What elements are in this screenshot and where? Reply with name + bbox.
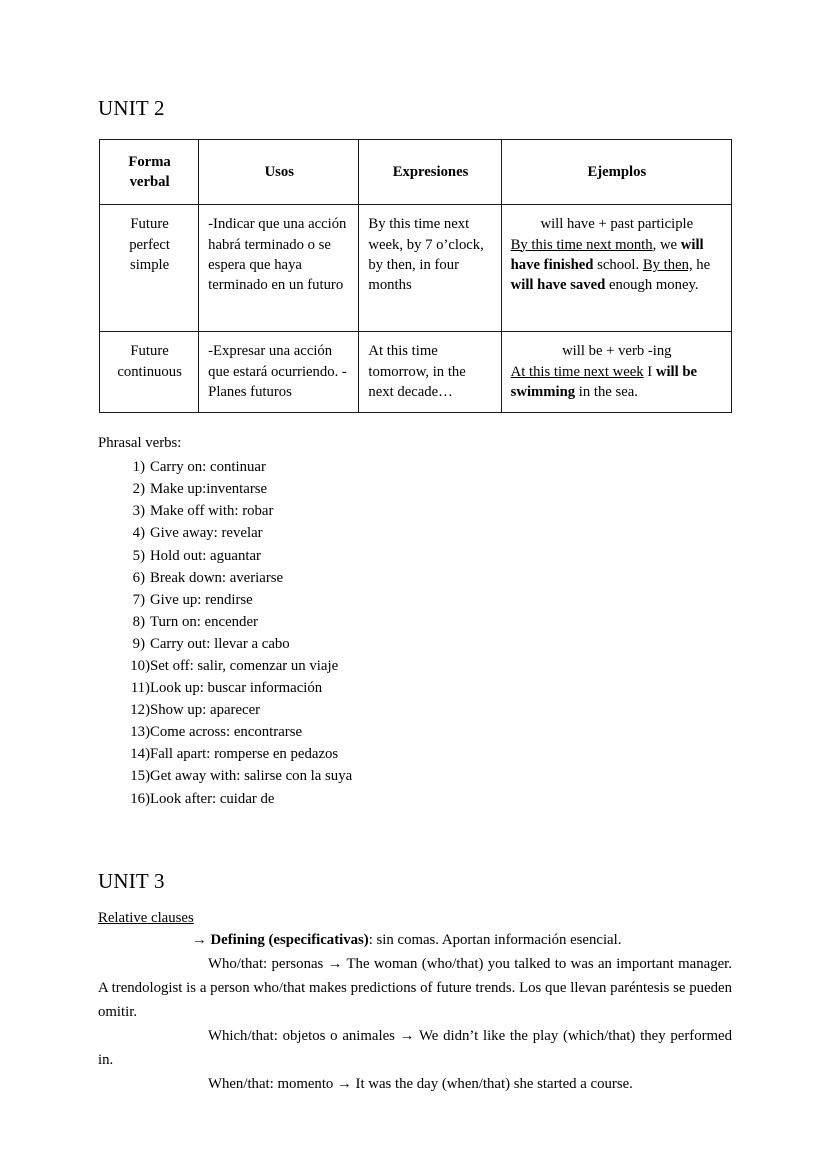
cell-usos: -Indicar que una acción habrá terminado o se espera que haya terminado en un futuro (199, 205, 359, 332)
list-item-number: 3) (132, 503, 145, 520)
ejemplo-text-tail: school. (593, 256, 640, 273)
ejemplo-bold-phrase: will have finished (510, 236, 704, 273)
list-item (98, 611, 732, 633)
list-item (98, 743, 732, 765)
list-item-label: Make up:inventarse (150, 481, 268, 498)
list-item (98, 589, 732, 611)
list-item-number: 10) (130, 657, 150, 674)
relative-clause-entry: Who/that: personas → The woman (who/that) you talked to was an important manager. A trendologist is a person who/that makes predictions of future trends. Los que llevan paréntesis se pueden omitir. (98, 955, 732, 1020)
list-item-number: 14) (130, 746, 150, 763)
table-row (100, 205, 732, 332)
list-item (98, 500, 732, 522)
ejemplo-underlined-phrase: By this time next month (510, 236, 653, 253)
list-item-number: 8) (132, 613, 145, 630)
page-content (98, 96, 732, 1096)
ejemplo-text-tail: in the sea. (575, 383, 638, 400)
cell-expresiones: At this time tomorrow, in the next decade… (359, 332, 501, 413)
list-item-label: Come across: encontrarse (150, 724, 303, 741)
defining-clause-line (98, 928, 732, 952)
list-item-number: 11) (130, 680, 150, 697)
list-item (98, 721, 732, 743)
list-item (98, 522, 732, 544)
relative-clauses-title: Relative clauses (98, 909, 194, 926)
list-item-number: 12) (130, 702, 150, 719)
ejemplo-text-tail-2: enough money. (605, 276, 699, 293)
ejemplo-formula: will have + past participle (540, 216, 694, 233)
cell-forma-verbal: Future perfect simple (100, 205, 199, 332)
ejemplo-text: , we (652, 236, 681, 253)
section-spacer (98, 810, 732, 869)
list-item-number: 4) (132, 525, 145, 542)
relative-clauses-block (98, 909, 732, 1096)
ejemplo-text-2: he (692, 256, 711, 273)
list-item-label: Carry on: continuar (150, 459, 266, 476)
list-item (98, 788, 732, 810)
list-item-label: Set off: salir, comenzar un viaje (150, 657, 339, 674)
cell-forma-verbal: Future continuous (100, 332, 199, 413)
list-item-label: Look up: buscar información (150, 680, 323, 697)
list-item-number: 15) (130, 768, 150, 785)
ejemplo-underlined-phrase-2: By then, (642, 256, 693, 273)
ejemplo-text: I (643, 363, 656, 380)
table-header-row (100, 140, 732, 205)
list-item-label: Look after: cuidar de (150, 790, 275, 807)
list-item (98, 677, 732, 699)
list-item-label: Give up: rendirse (150, 591, 253, 608)
list-item (98, 655, 732, 677)
list-item-label: Fall apart: romperse en pedazos (150, 746, 339, 763)
list-item-label: Show up: aparecer (150, 702, 261, 719)
column-header-expresiones: Expresiones (359, 140, 501, 205)
ejemplo-bold-phrase: will be swimming (510, 363, 698, 400)
list-item-number: 9) (132, 635, 145, 652)
list-item-label: Carry out: llevar a cabo (150, 635, 290, 652)
relative-clause-entry: When/that: momento → It was the day (when/that) she started a course. (208, 1075, 633, 1092)
list-item-number: 7) (132, 591, 145, 608)
list-item-label: Hold out: aguantar (150, 547, 261, 564)
cell-expresiones: By this time next week, by 7 o’clock, by then, in four months (359, 205, 501, 332)
cell-ejemplos (501, 205, 731, 332)
list-item (98, 456, 732, 478)
ejemplo-bold-phrase-2: will have saved (510, 276, 606, 293)
ejemplo-underlined-phrase: At this time next week (510, 363, 644, 380)
defining-description: : sin comas. Aportan información esencial. (368, 931, 622, 948)
column-header-ejemplos: Ejemplos (501, 140, 731, 205)
list-item (98, 478, 732, 500)
page-title-unit-3: UNIT 3 (98, 868, 165, 893)
relative-clause-entry: Which/that: objetos o animales → We didn’t like the play (which/that) they performed in. (98, 1027, 732, 1068)
list-item-label: Turn on: encender (150, 613, 258, 630)
phrasal-verbs-title: Phrasal verbs: (98, 435, 182, 452)
defining-label: Defining (especificativas) (210, 931, 369, 948)
right-arrow-icon: → (192, 931, 207, 948)
grammar-table (99, 139, 732, 413)
table-row (100, 332, 732, 413)
list-item (98, 699, 732, 721)
ejemplo-formula: will be + verb -ing (562, 343, 672, 360)
list-item-number: 13) (130, 724, 150, 741)
column-header-forma-verbal: Forma verbal (100, 140, 199, 205)
list-item-label: Break down: averiarse (150, 569, 284, 586)
cell-usos: -Expresar una acción que estará ocurriendo. -Planes futuros (199, 332, 359, 413)
list-item-number: 6) (132, 569, 145, 586)
cell-ejemplos (501, 332, 731, 413)
list-item-number: 1) (132, 459, 145, 476)
list-item (98, 567, 732, 589)
list-item-label: Give away: revelar (150, 525, 263, 542)
list-item-label: Make off with: robar (150, 503, 274, 520)
page-title-unit-2: UNIT 2 (98, 96, 165, 120)
list-item-label: Get away with: salirse con la suya (150, 768, 353, 785)
column-header-usos: Usos (199, 140, 359, 205)
list-item (98, 765, 732, 787)
list-item (98, 633, 732, 655)
phrasal-verbs-list (98, 456, 732, 810)
list-item-number: 16) (130, 790, 150, 807)
list-item-number: 5) (132, 547, 145, 564)
list-item (98, 545, 732, 567)
list-item-number: 2) (132, 481, 145, 498)
